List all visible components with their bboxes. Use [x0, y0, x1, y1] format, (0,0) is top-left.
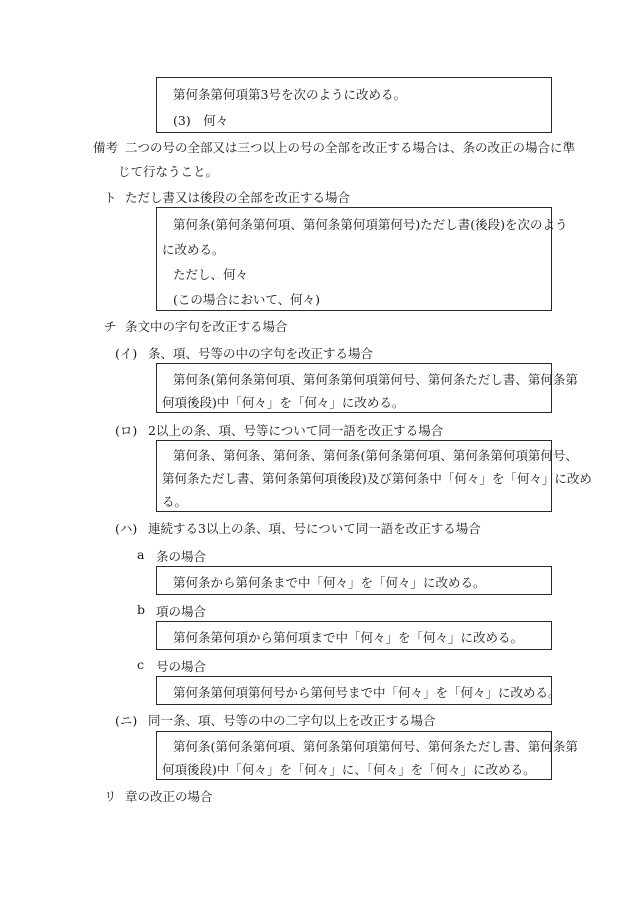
box-line: 何項後段)中「何々」を「何々」に、「何々」を「何々」に改める。 [162, 762, 536, 777]
box-line: る。 [162, 494, 188, 509]
subsection-title: 連続する3以上の条、項、号について同一語を改正する場合 [148, 521, 481, 536]
item-marker: b [137, 602, 146, 617]
box-line: 第何条ただし書、第何条第何項後段)及び第何条中「何々」を「何々」に改め [162, 471, 592, 486]
example-box-c [156, 676, 561, 705]
example-box-ni [156, 731, 578, 780]
box-line: 第何条(第何条第何項、第何条第何項第何号、第何条ただし書、第何条第 [173, 372, 578, 387]
box-line: (この場合において、何々) [173, 292, 321, 307]
box-line: 第何条第何項第3号を次のように改める。 [173, 87, 406, 102]
section-title: ただし書又は後段の全部を改正する場合 [125, 190, 351, 205]
box-line: 第何条(第何条第何項、第何条第何項第何号)ただし書(後段)を次のよう [173, 217, 568, 232]
remark-text: じて行なうこと。 [118, 164, 219, 179]
item-title: 条の場合 [156, 549, 207, 564]
subsection-title: 条、項、号等の中の字句を改正する場合 [148, 346, 374, 361]
section-title: 条文中の字句を改正する場合 [125, 319, 288, 334]
subsection-marker: (イ) [115, 346, 138, 361]
box-line: 第何条から第何条まで中「何々」を「何々」に改める。 [173, 575, 486, 590]
box-line: (3) 何々 [173, 113, 229, 128]
box-line: 第何条第何項第何号から第何号まで中「何々」を「何々」に改める。 [173, 685, 561, 700]
item-title: 項の場合 [156, 604, 207, 619]
item-title: 号の場合 [156, 659, 207, 674]
item-marker: a [137, 547, 145, 562]
box-line: 第何条第何項から第何項まで中「何々」を「何々」に改める。 [173, 630, 524, 645]
example-box-i [156, 363, 578, 413]
example-box-ro [156, 440, 592, 512]
remark-text: 二つの号の全部又は三つ以上の号の全部を改正する場合は、条の改正の場合に準 [125, 140, 576, 155]
remark-label: 備考 [93, 140, 119, 155]
subsection-title: 2以上の条、項、号等について同一語を改正する場合 [148, 423, 444, 438]
example-box-a [156, 566, 552, 595]
item-marker: c [137, 657, 145, 672]
box-line: に改める。 [162, 242, 225, 257]
example-box-proviso [156, 207, 568, 311]
box-line: 第何条(第何条第何項、第何条第何項第何号、第何条ただし書、第何条第 [173, 739, 578, 754]
subsection-marker: (ニ) [115, 713, 138, 728]
subsection-marker: (ロ) [115, 423, 138, 438]
section-marker: リ [104, 789, 117, 804]
box-line: ただし、何々 [173, 267, 249, 282]
example-box-item3 [156, 77, 552, 133]
subsection-marker: (ハ) [115, 521, 138, 536]
section-title: 章の改正の場合 [125, 789, 213, 804]
section-marker: チ [104, 319, 117, 334]
box-line: 何項後段)中「何々」を「何々」に改める。 [162, 395, 405, 410]
box-line: 第何条、第何条、第何条、第何条(第何条第何項、第何条第何項第何号、 [173, 448, 578, 463]
subsection-title: 同一条、項、号等の中の二字句以上を改正する場合 [148, 713, 436, 728]
section-marker: ト [104, 190, 117, 205]
example-box-b [156, 621, 552, 650]
